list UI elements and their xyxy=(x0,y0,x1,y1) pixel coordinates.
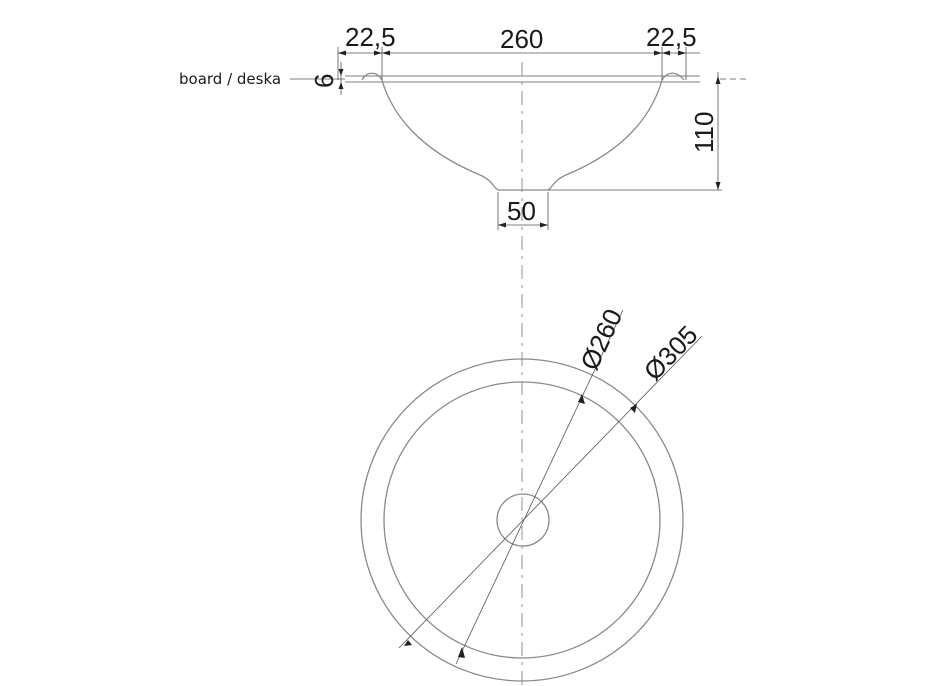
dim-outer-diameter: Ø305 xyxy=(637,319,704,387)
top-view xyxy=(361,304,704,681)
dim-inner-width: 260 xyxy=(500,24,544,54)
dim-inner-diameter: Ø260 xyxy=(574,304,629,375)
arrow xyxy=(339,69,344,76)
arrow xyxy=(498,223,506,228)
arrow xyxy=(716,182,721,190)
arrow xyxy=(339,82,344,89)
dim-drain: 50 xyxy=(507,196,536,226)
board-label: board / deska xyxy=(179,70,282,88)
arrow xyxy=(716,76,721,84)
bowl-profile xyxy=(362,73,684,190)
dim-right-rim: 22,5 xyxy=(646,22,697,52)
dim-rim-thickness: 6 xyxy=(309,73,339,88)
arrow xyxy=(404,640,412,646)
arrow xyxy=(458,647,465,658)
side-view xyxy=(179,22,748,230)
arrow xyxy=(540,223,548,228)
dim-left-rim: 22,5 xyxy=(345,22,396,52)
dim-depth: 110 xyxy=(689,111,719,153)
arrow xyxy=(630,404,637,413)
